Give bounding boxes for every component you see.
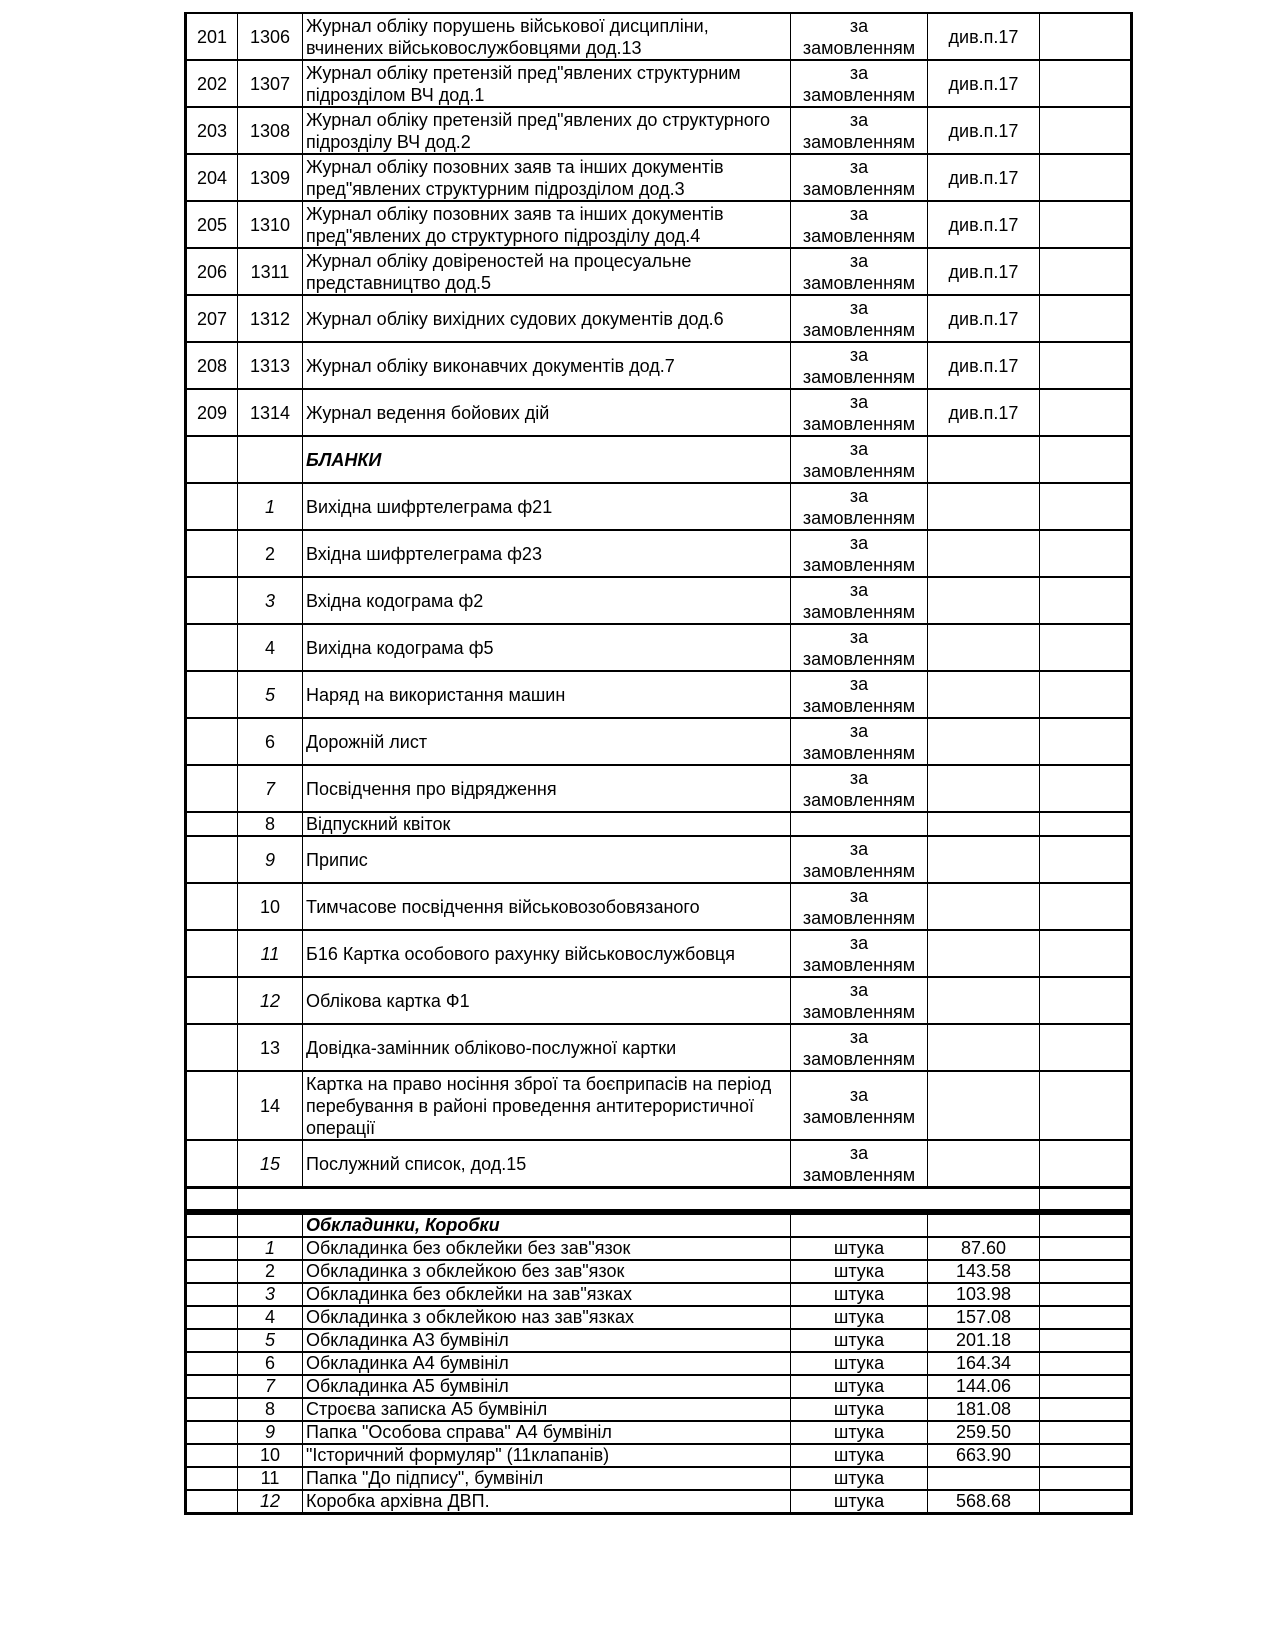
item-code: 8 [238,1398,303,1421]
empty-cell [186,883,238,930]
cover-row [186,1352,1132,1375]
item-unit: за замовленням [791,930,928,977]
item-unit: за замовленням [791,624,928,671]
blank-form-row [186,718,1132,765]
item-code: 6 [238,718,303,765]
empty-cell [186,1375,238,1398]
item-name: Обкладинка з обклейкою без зав"язок [303,1260,791,1283]
item-note [1040,836,1132,883]
empty-cell [186,624,238,671]
section-title: Обкладинки, Коробки [303,1214,791,1238]
item-price: 87.60 [928,1237,1040,1260]
item-name: Вхідна шифртелеграма ф23 [303,530,791,577]
item-note [1040,977,1132,1024]
item-code: 1313 [238,342,303,389]
item-note [1040,1467,1132,1490]
empty-cell [186,1467,238,1490]
item-name: Наряд на використання машин [303,671,791,718]
empty-cell [186,671,238,718]
journal-row [186,389,1132,436]
item-name: Тимчасове посвідчення військовозобовязаного [303,883,791,930]
cover-row [186,1375,1132,1398]
item-price: 164.34 [928,1352,1040,1375]
item-unit: штука [791,1260,928,1283]
item-unit: за замовленням [791,389,928,436]
empty-cell [186,765,238,812]
empty-cell [928,1214,1040,1238]
item-unit: за замовленням [791,248,928,295]
item-unit: за замовленням [791,60,928,107]
covers-table [184,1212,1133,1515]
item-price: 201.18 [928,1329,1040,1352]
item-code: 12 [238,977,303,1024]
item-code: 12 [238,1490,303,1514]
item-unit: за замовленням [791,1140,928,1188]
blank-form-row [186,883,1132,930]
row-number: 206 [186,248,238,295]
journal-row [186,107,1132,154]
journal-row [186,342,1132,389]
empty-cell [238,1214,303,1238]
item-price [928,577,1040,624]
item-code: 11 [238,930,303,977]
item-price: 144.06 [928,1375,1040,1398]
item-code: 9 [238,1421,303,1444]
item-note [1040,1421,1132,1444]
item-note [1040,483,1132,530]
item-price [928,671,1040,718]
item-note [1040,1237,1132,1260]
cover-row [186,1421,1132,1444]
item-code: 9 [238,836,303,883]
item-code: 3 [238,577,303,624]
blank-form-row [186,812,1132,836]
item-code: 5 [238,1329,303,1352]
empty-cell [186,1260,238,1283]
item-name: Відпускний квіток [303,812,791,836]
item-code: 2 [238,530,303,577]
item-code: 4 [238,624,303,671]
item-unit: за замовленням [791,13,928,60]
item-note [1040,671,1132,718]
item-unit: за замовленням [791,530,928,577]
item-name: Журнал обліку довіреностей на процесуальне представництво дод.5 [303,248,791,295]
blank-form-row [186,577,1132,624]
item-note [1040,577,1132,624]
item-note [1040,1283,1132,1306]
item-price: див.п.17 [928,201,1040,248]
item-code: 1314 [238,389,303,436]
row-number: 204 [186,154,238,201]
journals-and-blanks-table [184,12,1133,1212]
item-name: Журнал ведення бойових дій [303,389,791,436]
item-unit: штука [791,1237,928,1260]
item-code: 8 [238,812,303,836]
blank-form-row [186,930,1132,977]
row-number: 208 [186,342,238,389]
item-price [928,624,1040,671]
item-unit: штука [791,1421,928,1444]
item-note [1040,1329,1132,1352]
item-price [928,765,1040,812]
item-code: 15 [238,1140,303,1188]
item-unit: штука [791,1398,928,1421]
item-name: Журнал обліку позовних заяв та інших документів пред"явлених структурним підрозділом дод.3 [303,154,791,201]
empty-cell [238,436,303,483]
cover-row [186,1329,1132,1352]
item-unit: штука [791,1375,928,1398]
item-code: 10 [238,1444,303,1467]
item-code: 1 [238,1237,303,1260]
item-name: Облікова картка Ф1 [303,977,791,1024]
item-unit: за замовленням [791,107,928,154]
item-name: Обкладинка А4 бумвініл [303,1352,791,1375]
section-title: БЛАНКИ [303,436,791,483]
item-price [928,1467,1040,1490]
item-unit: штука [791,1444,928,1467]
item-code: 4 [238,1306,303,1329]
empty-cell [186,1071,238,1140]
item-note [1040,60,1132,107]
item-code: 7 [238,765,303,812]
item-code: 1308 [238,107,303,154]
cover-row [186,1306,1132,1329]
row-number: 209 [186,389,238,436]
journal-row [186,248,1132,295]
item-name: Вихідна кодограма ф5 [303,624,791,671]
item-note [1040,812,1132,836]
item-unit: за замовленням [791,1071,928,1140]
item-price: 157.08 [928,1306,1040,1329]
empty-cell [928,436,1040,483]
item-unit: штука [791,1467,928,1490]
item-note [1040,1024,1132,1071]
cover-row [186,1444,1132,1467]
empty-cell [186,1306,238,1329]
item-name: Обкладинка з обклейкою наз зав"язках [303,1306,791,1329]
item-name: Журнал обліку позовних заяв та інших документів пред"явлених до структурного підрозділу дод.4 [303,201,791,248]
item-price: 143.58 [928,1260,1040,1283]
item-code: 2 [238,1260,303,1283]
empty-cell [791,1214,928,1238]
item-price [928,718,1040,765]
empty-cell [186,1024,238,1071]
item-note [1040,718,1132,765]
empty-cell [1040,1214,1132,1238]
cover-row [186,1283,1132,1306]
item-note [1040,154,1132,201]
empty-cell [186,836,238,883]
item-name: Журнал обліку претензій пред"явлених структурним підрозділом ВЧ дод.1 [303,60,791,107]
empty-cell [186,1214,238,1238]
item-price [928,883,1040,930]
cover-row [186,1398,1132,1421]
blank-form-row [186,977,1132,1024]
item-price: див.п.17 [928,248,1040,295]
item-name: Вхідна кодограма ф2 [303,577,791,624]
item-name: Папка "Особова справа" А4 бумвініл [303,1421,791,1444]
row-number: 203 [186,107,238,154]
item-name: Обкладинка без обклейки без зав"язок [303,1237,791,1260]
journal-row [186,154,1132,201]
item-note [1040,1140,1132,1188]
item-unit: за замовленням [791,836,928,883]
item-name: Строєва записка А5 бумвініл [303,1398,791,1421]
item-price: див.п.17 [928,13,1040,60]
item-price [928,1024,1040,1071]
item-unit: за замовленням [791,718,928,765]
item-note [1040,1375,1132,1398]
item-note [1040,201,1132,248]
item-note [1040,107,1132,154]
item-code: 1306 [238,13,303,60]
item-code: 1309 [238,154,303,201]
item-name: Картка на право носіння зброї та боєприпасів на період перебування в районі проведення антитерористичної операції [303,1071,791,1140]
item-price: 103.98 [928,1283,1040,1306]
empty-cell [186,577,238,624]
blank-form-row [186,530,1132,577]
item-code: 5 [238,671,303,718]
item-price: див.п.17 [928,154,1040,201]
item-price: див.п.17 [928,60,1040,107]
item-name: Дорожній лист [303,718,791,765]
item-unit: за замовленням [791,201,928,248]
item-name: Обкладинка А5 бумвініл [303,1375,791,1398]
empty-cell [186,977,238,1024]
empty-cell [186,1352,238,1375]
item-unit: за замовленням [791,1024,928,1071]
item-price: 568.68 [928,1490,1040,1514]
item-code: 14 [238,1071,303,1140]
item-name: Б16 Картка особового рахунку військовослужбовця [303,930,791,977]
journal-row [186,13,1132,60]
item-price [928,483,1040,530]
item-name: Вихідна шифртелеграма ф21 [303,483,791,530]
cover-row [186,1490,1132,1514]
empty-cell [186,1421,238,1444]
empty-cell [186,1283,238,1306]
item-note [1040,1352,1132,1375]
item-unit: за замовленням [791,765,928,812]
item-note [1040,342,1132,389]
item-code: 1312 [238,295,303,342]
section-header-row [186,1214,1132,1238]
item-price: 259.50 [928,1421,1040,1444]
item-name: Посвідчення про відрядження [303,765,791,812]
item-name: Журнал обліку порушень військової дисципліни, вчинених військовослужбовцями дод.13 [303,13,791,60]
item-price [928,836,1040,883]
item-note [1040,389,1132,436]
item-name: Послужний список, дод.15 [303,1140,791,1188]
journal-row [186,60,1132,107]
row-number: 202 [186,60,238,107]
item-note [1040,1071,1132,1140]
item-note [1040,1306,1132,1329]
item-code: 1 [238,483,303,530]
item-note [1040,530,1132,577]
item-note [1040,1490,1132,1514]
cover-row [186,1237,1132,1260]
empty-cell [186,483,238,530]
journal-row [186,295,1132,342]
item-code: 1311 [238,248,303,295]
item-unit: за замовленням [791,295,928,342]
cover-row [186,1467,1132,1490]
item-name: Обкладинка А3 бумвініл [303,1329,791,1352]
item-unit: штука [791,1306,928,1329]
item-name: Журнал обліку виконавчих документів дод.7 [303,342,791,389]
item-price [928,530,1040,577]
item-note [1040,765,1132,812]
item-price [928,812,1040,836]
empty-cell [186,1444,238,1467]
item-price: див.п.17 [928,107,1040,154]
item-unit [791,812,928,836]
empty-cell [186,1398,238,1421]
item-note [1040,1444,1132,1467]
item-code: 10 [238,883,303,930]
item-name: Журнал обліку претензій пред"явлених до структурного підрозділу ВЧ дод.2 [303,107,791,154]
price-list-sheet [184,12,1130,1515]
item-unit: за замовленням [791,342,928,389]
item-price: див.п.17 [928,342,1040,389]
item-name: Припис [303,836,791,883]
item-name: "Історичний формуляр" (11клапанів) [303,1444,791,1467]
item-code: 6 [238,1352,303,1375]
item-note [1040,295,1132,342]
item-note [1040,13,1132,60]
item-unit: за замовленням [791,483,928,530]
blank-form-row [186,1071,1132,1140]
item-price [928,977,1040,1024]
item-name: Журнал обліку вихідних судових документів дод.6 [303,295,791,342]
blank-form-row [186,483,1132,530]
item-unit: штука [791,1352,928,1375]
item-unit: за замовленням [791,977,928,1024]
item-price: див.п.17 [928,295,1040,342]
item-unit: за замовленням [791,883,928,930]
item-price: 181.08 [928,1398,1040,1421]
row-number: 201 [186,13,238,60]
journal-row [186,201,1132,248]
item-price: див.п.17 [928,389,1040,436]
section-header-row [186,436,1132,483]
item-price [928,930,1040,977]
blank-form-row [186,624,1132,671]
item-name: Папка "До підпису", бумвініл [303,1467,791,1490]
empty-cell [186,1140,238,1188]
cover-row [186,1260,1132,1283]
empty-cell [186,436,238,483]
item-unit: за замовленням [791,671,928,718]
blank-form-row [186,765,1132,812]
blank-form-row [186,1024,1132,1071]
item-code: 13 [238,1024,303,1071]
blank-form-row [186,671,1132,718]
item-unit: штука [791,1329,928,1352]
empty-cell [186,812,238,836]
row-number: 207 [186,295,238,342]
section-unit: за замовленням [791,436,928,483]
item-code: 7 [238,1375,303,1398]
item-code: 1307 [238,60,303,107]
item-unit: штука [791,1283,928,1306]
empty-cell [186,718,238,765]
empty-cell [186,1490,238,1514]
item-note [1040,248,1132,295]
item-price: 663.90 [928,1444,1040,1467]
item-note [1040,930,1132,977]
blank-form-row [186,1140,1132,1188]
item-note [1040,883,1132,930]
item-note [1040,1260,1132,1283]
item-name: Обкладинка без обклейки на зав"язках [303,1283,791,1306]
item-note [1040,624,1132,671]
empty-cell [186,930,238,977]
empty-cell [1040,436,1132,483]
item-name: Довідка-замінник обліково-послужної картки [303,1024,791,1071]
spacer-row [186,1188,1132,1211]
item-unit: за замовленням [791,577,928,624]
empty-cell [186,1237,238,1260]
item-price [928,1071,1040,1140]
blank-form-row [186,836,1132,883]
item-name: Коробка архівна ДВП. [303,1490,791,1514]
item-code: 11 [238,1467,303,1490]
item-code: 3 [238,1283,303,1306]
empty-cell [186,1329,238,1352]
item-unit: штука [791,1490,928,1514]
empty-cell [186,530,238,577]
item-price [928,1140,1040,1188]
row-number: 205 [186,201,238,248]
item-unit: за замовленням [791,154,928,201]
item-note [1040,1398,1132,1421]
item-code: 1310 [238,201,303,248]
